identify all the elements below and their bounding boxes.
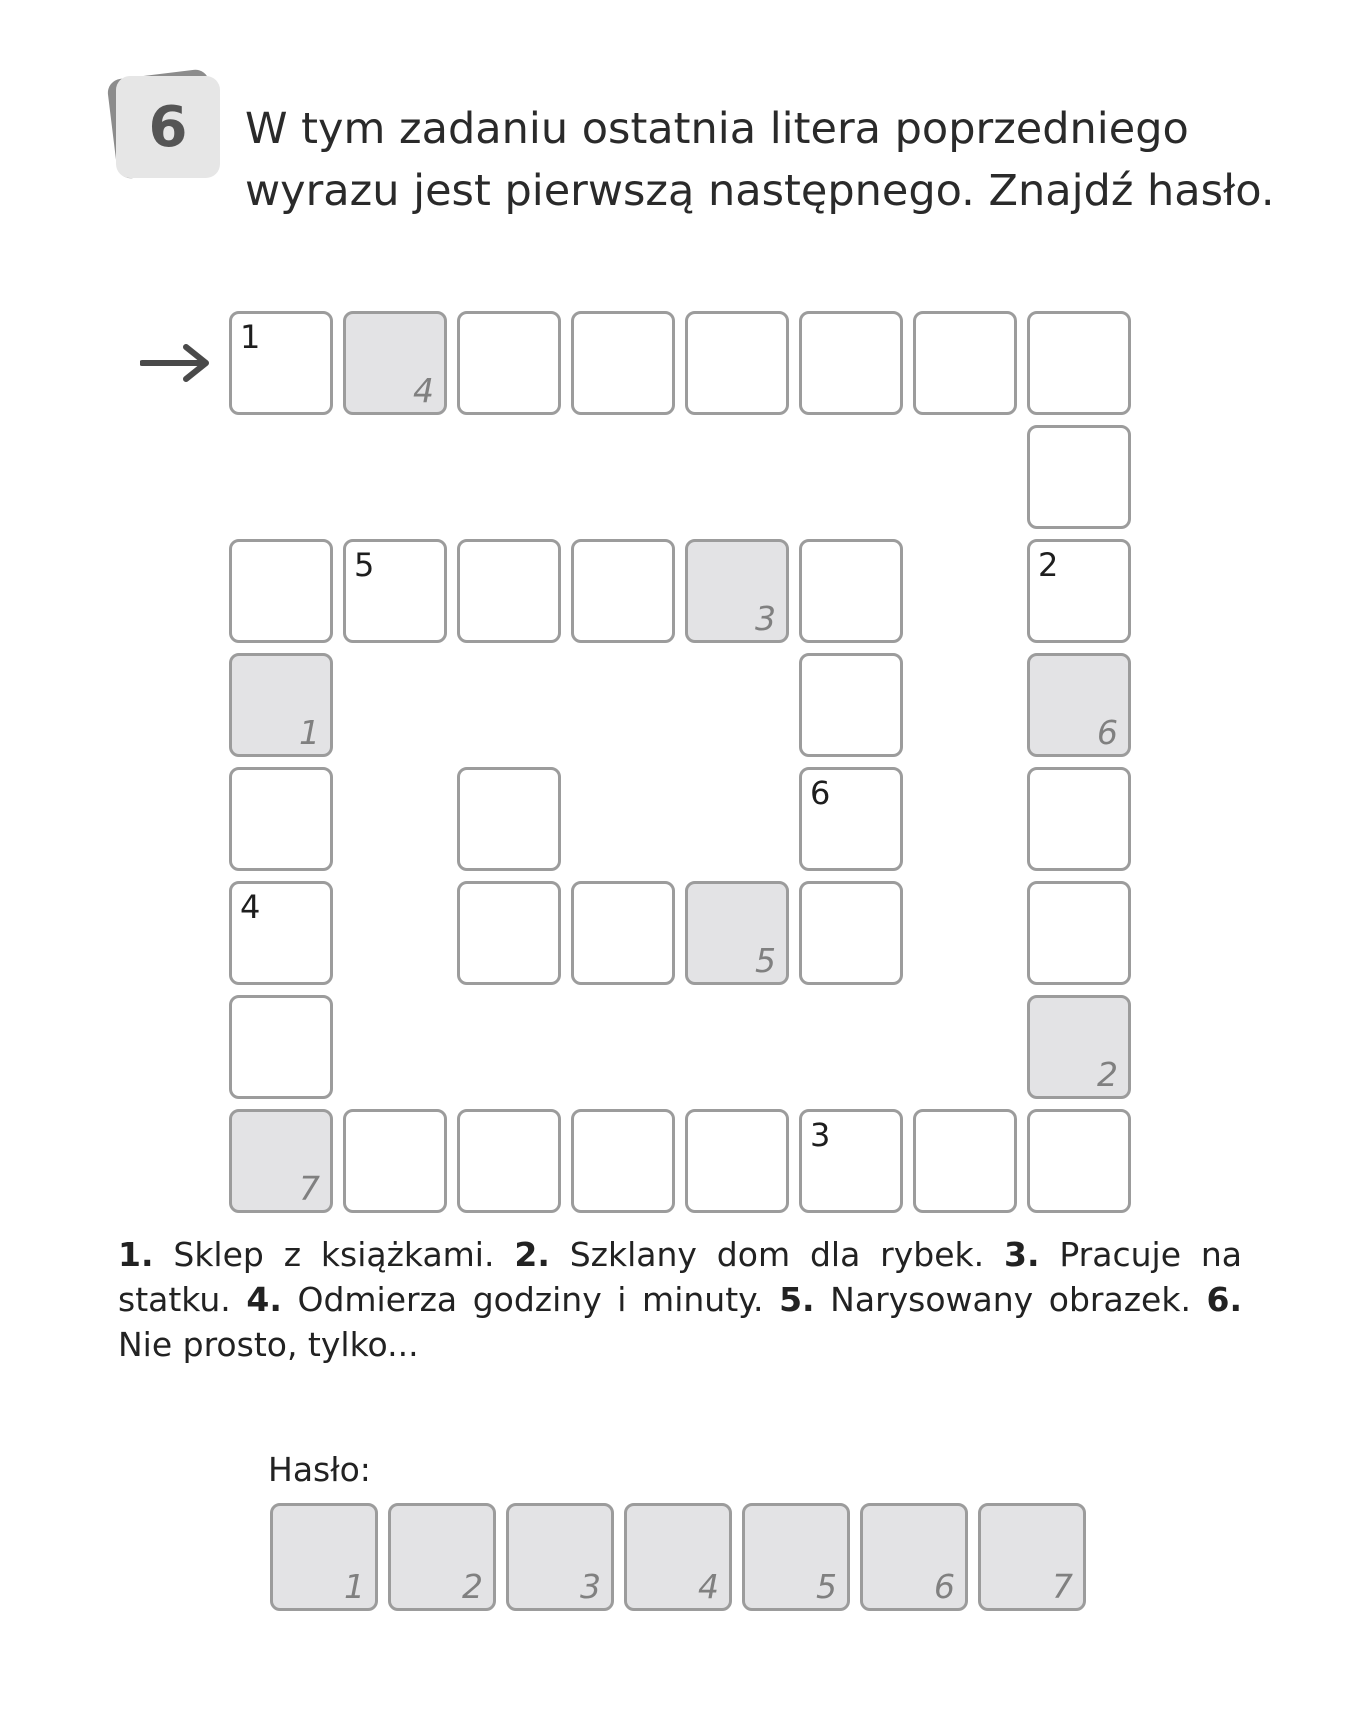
answer-slot[interactable] — [860, 1503, 968, 1611]
crossword-cell[interactable] — [685, 1109, 789, 1213]
crossword-cell[interactable] — [1027, 653, 1131, 757]
crossword-cell[interactable] — [799, 767, 903, 871]
crossword-cell[interactable] — [343, 311, 447, 415]
crossword-cell[interactable] — [1027, 995, 1131, 1099]
clue-6: 6. Nie prosto, tylko... — [118, 1280, 1243, 1364]
clue-start-number: 4 — [240, 888, 261, 926]
answer-slot[interactable] — [270, 1503, 378, 1611]
arrow-right-icon — [140, 343, 212, 383]
crossword-cell[interactable] — [571, 881, 675, 985]
crossword-cell[interactable] — [1027, 425, 1131, 529]
crossword-cell[interactable] — [685, 311, 789, 415]
instruction-line-1: W tym zadaniu ostatnia litera poprzedniego — [245, 104, 1189, 154]
answer-slot-number: 2 — [462, 1567, 483, 1606]
answer-key-number: 2 — [1097, 1055, 1118, 1094]
clue-4: 4. Odmierza godziny i minuty. — [246, 1280, 764, 1319]
crossword-cell[interactable] — [1027, 1109, 1131, 1213]
task-instruction — [245, 98, 1305, 222]
clue-1: 1. Sklep z książkami. — [118, 1235, 495, 1274]
answer-slot-number: 3 — [580, 1567, 601, 1606]
answer-label: Hasło: — [268, 1450, 371, 1489]
crossword-cell[interactable] — [799, 881, 903, 985]
answer-key-number: 6 — [1097, 713, 1118, 752]
crossword-cell[interactable] — [229, 1109, 333, 1213]
crossword-cell[interactable] — [913, 311, 1017, 415]
clue-2: 2. Szklany dom dla rybek. — [514, 1235, 985, 1274]
crossword-cell[interactable] — [1027, 767, 1131, 871]
answer-slot[interactable] — [388, 1503, 496, 1611]
crossword-cell[interactable] — [343, 539, 447, 643]
crossword-cell[interactable] — [1027, 311, 1131, 415]
crossword-cell[interactable] — [571, 1109, 675, 1213]
answer-slot-number: 5 — [816, 1567, 837, 1606]
crossword-cell[interactable] — [799, 1109, 903, 1213]
clue-5: 5. Narysowany obrazek. — [779, 1280, 1191, 1319]
crossword-cell[interactable] — [457, 1109, 561, 1213]
answer-slot[interactable] — [624, 1503, 732, 1611]
crossword-cell[interactable] — [685, 881, 789, 985]
clue-start-number: 3 — [810, 1116, 831, 1154]
crossword-cell[interactable] — [685, 539, 789, 643]
answer-key-number: 3 — [755, 599, 776, 638]
answer-slot-number: 4 — [698, 1567, 719, 1606]
crossword-cell[interactable] — [229, 767, 333, 871]
crossword-cell[interactable] — [229, 995, 333, 1099]
crossword-cell[interactable] — [229, 311, 333, 415]
answer-slot-number: 7 — [1052, 1567, 1073, 1606]
answer-key-number: 4 — [413, 371, 434, 410]
crossword-cell[interactable] — [457, 881, 561, 985]
crossword-cell[interactable] — [229, 653, 333, 757]
answer-slot-number: 1 — [344, 1567, 365, 1606]
crossword-cell[interactable] — [457, 767, 561, 871]
crossword-cell[interactable] — [571, 539, 675, 643]
crossword-cell[interactable] — [229, 539, 333, 643]
crossword-cell[interactable] — [913, 1109, 1017, 1213]
clue-start-number: 1 — [240, 318, 261, 356]
crossword-cell[interactable] — [799, 653, 903, 757]
clue-3: 3. Pracuje na statku. — [118, 1235, 1242, 1319]
crossword-cell[interactable] — [571, 311, 675, 415]
crossword-cell[interactable] — [799, 539, 903, 643]
crossword-cell[interactable] — [799, 311, 903, 415]
task-number: 6 — [116, 76, 220, 178]
crossword-cell[interactable] — [457, 539, 561, 643]
crossword-cell[interactable] — [1027, 539, 1131, 643]
instruction-line-2: wyrazu jest pierwszą następnego. Znajdź hasło. — [245, 166, 1275, 216]
clue-start-number: 2 — [1038, 546, 1059, 584]
crossword-cell[interactable] — [1027, 881, 1131, 985]
clue-start-number: 6 — [810, 774, 831, 812]
answer-key-number: 5 — [755, 941, 776, 980]
answer-slot[interactable] — [742, 1503, 850, 1611]
clues-list — [118, 1232, 1242, 1367]
crossword-cell[interactable] — [457, 311, 561, 415]
answer-slot-number: 6 — [934, 1567, 955, 1606]
task-number-badge — [110, 72, 222, 184]
answer-key-number: 7 — [299, 1169, 320, 1208]
answer-key-number: 1 — [299, 713, 320, 752]
crossword-cell[interactable] — [229, 881, 333, 985]
answer-slot[interactable] — [978, 1503, 1086, 1611]
clue-start-number: 5 — [354, 546, 375, 584]
crossword-cell[interactable] — [343, 1109, 447, 1213]
answer-slot[interactable] — [506, 1503, 614, 1611]
